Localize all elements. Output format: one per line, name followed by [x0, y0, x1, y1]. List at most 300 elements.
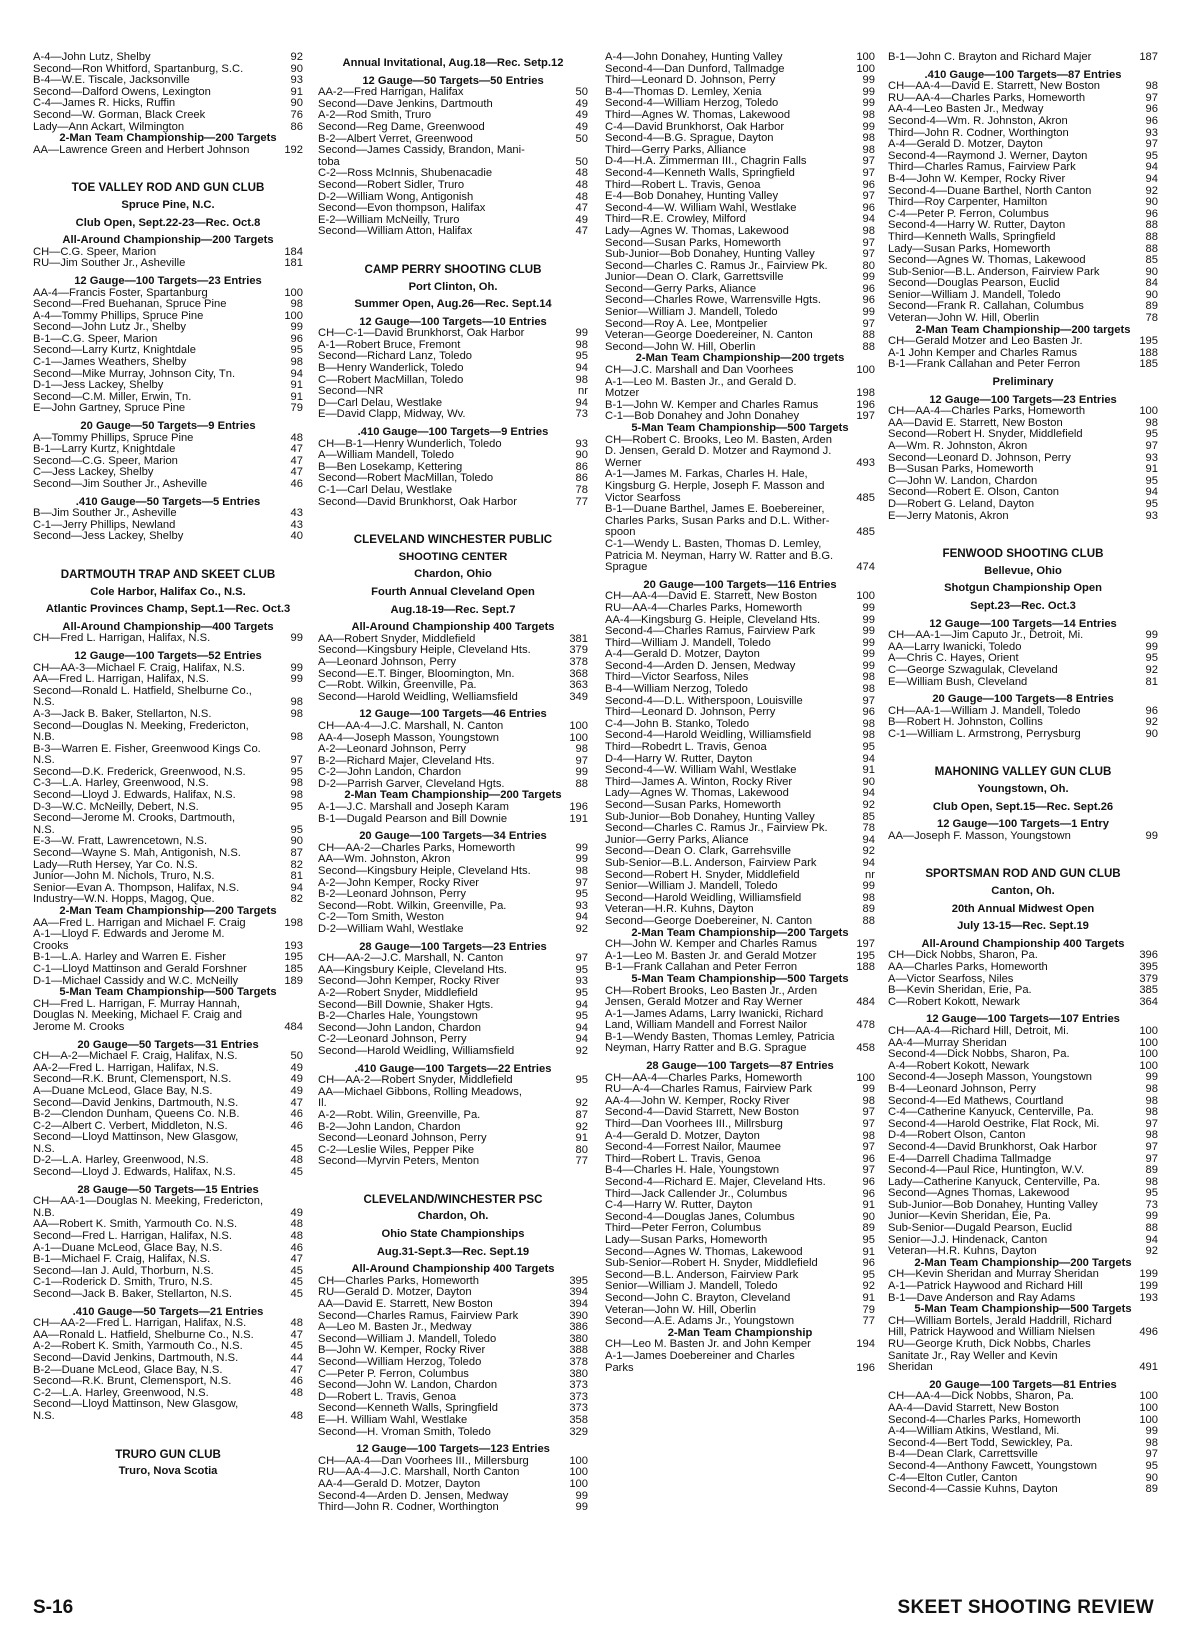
result-row [33, 1132, 303, 1144]
shooter-entry: Third—James A. Winton, Rocky River [605, 776, 793, 788]
shooter-entry: Second—Susan Parks, Homeworth [605, 800, 781, 811]
result-row [888, 950, 1158, 962]
score: 99 [862, 307, 875, 319]
shooter-entry: CH—AA-1—Jim Caputo Jr., Detroit, Mi. [888, 630, 1084, 642]
score: 329 [569, 1426, 588, 1438]
score: 86 [290, 121, 303, 133]
score: 47 [290, 467, 303, 479]
result-row [318, 1145, 588, 1157]
score: 98 [290, 357, 303, 369]
score: 47 [290, 1329, 303, 1341]
shooter-entry: A-4—William Atkins, Westland, Mi. [888, 1426, 1060, 1438]
shooter-entry: Second—Robert Sidler, Truro [318, 179, 465, 191]
result-row [888, 186, 1158, 198]
result-row [33, 258, 303, 270]
result-row [318, 386, 588, 398]
score: 96 [290, 333, 303, 345]
shooter-entry: Second—Agnes W. Thomas, Lakewood [888, 255, 1086, 267]
result-row [318, 409, 588, 421]
result-row [605, 904, 875, 916]
shooter-entry: Second—Robert H. Snyder, Middlefield [888, 429, 1083, 441]
score: 97 [290, 755, 303, 767]
score: 95 [1145, 1188, 1158, 1200]
shooter-entry: Junior—John M. Nichols, Truro, N.S. [33, 871, 215, 883]
result-row [33, 110, 303, 122]
shooter-entry: C-3—L.A. Harley, Greenwood, N.S. [33, 778, 209, 790]
score: 87 [575, 1109, 588, 1121]
score [299, 686, 303, 698]
shooter-entry: CH—AA-2—Fred L. Harrigan, Halifax, N.S. [33, 1318, 247, 1330]
score: 493 [856, 457, 875, 469]
score: 98 [862, 1130, 875, 1142]
shooter-entry: CH—Robert C. Brooks, Leo M. Basten, Arden [605, 434, 832, 446]
result-row [33, 1010, 303, 1022]
result-row [318, 99, 588, 111]
club-heading: TOE VALLEY ROD AND GUN CLUB [71, 181, 265, 195]
shooter-entry: Second—Ian J. Auld, Thorburn, N.S. [33, 1265, 214, 1277]
score: 185 [284, 963, 303, 975]
result-row [888, 313, 1158, 325]
shooter-entry: Second—Gerry Parks, Aliance [605, 283, 757, 295]
shooter-entry: Veteran—John W. Hill, Oberlin [888, 313, 1040, 325]
event-heading: 20 Gauge—100 Targets—81 Entries [929, 1378, 1117, 1391]
result-row [605, 1142, 875, 1154]
score: 89 [1145, 301, 1158, 313]
result-row [33, 479, 303, 491]
result-row [605, 684, 875, 696]
score: 99 [862, 121, 875, 133]
shooter-entry: Second—Robert MacMillan, Toledo [318, 473, 494, 485]
score: 199 [1139, 1269, 1158, 1281]
result-row [605, 939, 875, 951]
score: 96 [1145, 104, 1158, 116]
score: 484 [284, 1021, 303, 1033]
score: 91 [290, 380, 303, 392]
result-row [605, 1351, 875, 1363]
shooter-entry: CH—AA-4—David E. Starrett, New Boston [888, 81, 1101, 93]
shooter-entry: Third—Victor Searfoss, Niles [605, 672, 749, 684]
result-row [888, 1339, 1158, 1351]
shooter-entry: A-1 John Kemper and Charles Ramus [888, 347, 1078, 359]
result-row [605, 1212, 875, 1224]
result-row [888, 1461, 1158, 1473]
score: 98 [1145, 1437, 1158, 1449]
shooter-entry: D—Robert L. Travis, Genoa [318, 1391, 457, 1403]
shooter-entry: B—Susan Parks, Homeworth [888, 464, 1034, 476]
result-row [605, 539, 875, 551]
score: 92 [1145, 185, 1158, 197]
score: 98 [862, 133, 875, 145]
shooter-entry: C-1—Jerry Phillips, Newland [33, 519, 176, 531]
shooter-entry: A-2—Leonard Johnson, Perry [318, 744, 467, 756]
score: 46 [290, 1242, 303, 1254]
team-event-heading: 2-Man Team Championship—200 Targets [631, 926, 849, 939]
score: 89 [862, 1223, 875, 1235]
score: 94 [575, 999, 588, 1011]
shooter-entry: CH—AA-4—Charles Parks, Homeworth [888, 406, 1086, 418]
event-heading: July 13-15—Rec. Sept.19 [957, 920, 1089, 933]
result-row [318, 1415, 588, 1427]
shooter-entry: A—William Mandell, Toledo [318, 450, 454, 462]
result-row [33, 1063, 303, 1075]
result-row [318, 988, 588, 1000]
result-row [888, 116, 1158, 128]
score: 45 [290, 1289, 303, 1300]
shooter-entry: CH—Kevin Sheridan and Murray Sheridan [888, 1269, 1099, 1281]
shooter-entry: CH—Fred L. Harrigan, F. Murray Hannah, [33, 998, 241, 1010]
shooter-entry: RU—George Kruth, Dick Nobbs, Charles [888, 1339, 1091, 1350]
event-heading: 20 Gauge—50 Targets—31 Entries [77, 1038, 259, 1051]
score: 94 [1145, 1234, 1158, 1246]
shooter-entry: Sprague [605, 562, 648, 574]
result-row [318, 767, 588, 779]
score: 97 [1145, 441, 1158, 452]
result-row [33, 964, 303, 976]
result-row [318, 1479, 588, 1491]
shooter-entry: Motzer [605, 388, 640, 400]
result-row [605, 1154, 875, 1166]
result-row [605, 1363, 875, 1375]
score: 100 [569, 732, 588, 744]
score: 94 [290, 882, 303, 894]
score: 96 [1145, 208, 1158, 220]
score [1154, 1339, 1158, 1351]
shooter-entry: E—William Bush, Cleveland [888, 676, 1028, 688]
result-row [605, 858, 875, 870]
shooter-entry: Second—Fred L. Harrigan, Halifax, N.S. [33, 1231, 232, 1243]
result-row [318, 1311, 588, 1323]
result-row [888, 1362, 1158, 1374]
score: 385 [1139, 985, 1158, 997]
score: 77 [862, 1316, 875, 1328]
shooter-entry: B-1—Duane Barthel, James E. Boebereiner, [605, 504, 825, 516]
shooter-entry: Senior—William J. Mandell, Toledo [605, 307, 778, 319]
result-row [605, 1189, 875, 1201]
shooter-entry: C—Robt. Wilkin, Greenville, Pa. [318, 680, 477, 692]
score: 92 [862, 846, 875, 858]
result-row [605, 284, 875, 296]
shooter-entry: Second-4—Douglas Janes, Columbus [605, 1211, 795, 1223]
score: 98 [290, 299, 303, 311]
result-row [605, 1073, 875, 1085]
shooter-entry: RU—AA-4—Charles Parks, Homeworth [605, 602, 803, 614]
result-row [888, 831, 1158, 843]
shooter-entry: Second-4—Paul Rice, Huntington, W.V. [888, 1165, 1085, 1177]
result-row [318, 1156, 588, 1168]
shooter-entry: Sub-Senior—B.L. Anderson, Fairview Park [888, 266, 1100, 278]
event-heading: Fourth Annual Cleveland Open [371, 585, 535, 598]
result-row [318, 180, 588, 192]
shooter-entry: B-1—Dugald Pearson and Bill Downie [318, 813, 508, 825]
shooter-entry: D-4—Robert Olson, Canton [888, 1130, 1026, 1142]
result-row [605, 203, 875, 215]
shooter-entry: Second-4—William Herzog, Toledo [605, 98, 779, 110]
shooter-entry: Third—John R. Codner, Worthington [888, 127, 1069, 139]
shooter-entry: C-4—James R. Hicks, Ruffin [33, 98, 176, 110]
score [871, 516, 875, 528]
shooter-entry: CH—AA-4—Richard Hill, Detroit, Mi. [888, 1025, 1069, 1037]
shooter-entry: Third—Leonard D. Johnson, Perry [605, 707, 776, 719]
result-row [605, 615, 875, 627]
result-row [888, 1142, 1158, 1154]
event-heading: Atlantic Provinces Champ, Sept.1—Rec. Oct.3 [45, 603, 291, 616]
score [871, 469, 875, 481]
result-row [888, 653, 1158, 665]
shooter-entry: C-4—David Brunkhorst, Oak Harbor [605, 121, 785, 133]
shooter-entry: CH—AA-4—David E. Starrett, New Boston [605, 591, 818, 603]
score: 96 [1145, 705, 1158, 717]
score: 90 [862, 776, 875, 788]
result-row [888, 232, 1158, 244]
score: 47 [575, 226, 588, 238]
event-heading: Preliminary [992, 376, 1054, 389]
score: 78 [1145, 313, 1158, 325]
score: 99 [575, 767, 588, 779]
event-heading: Summer Open, Aug.26—Rec. Sept.14 [354, 298, 552, 311]
shooter-entry: N.S. [33, 1143, 55, 1155]
score [299, 929, 303, 941]
score [299, 1132, 303, 1144]
score: 97 [1145, 1153, 1158, 1165]
shooter-entry: B-4—Leonard Johnson, Perry [888, 1083, 1037, 1095]
event-heading: 12 Gauge—100 Targets—23 Entries [74, 274, 262, 287]
score: 98 [290, 697, 303, 709]
result-row [33, 686, 303, 698]
score: 95 [862, 742, 875, 754]
shooter-entry: Second—John Landon, Chardon [318, 1022, 481, 1034]
result-row [33, 1231, 303, 1243]
shooter-entry: Junior—Kevin Sheridan, Eie, Pa. [888, 1211, 1051, 1223]
result-row [888, 255, 1158, 267]
score: 99 [290, 322, 303, 334]
score: 100 [284, 310, 303, 322]
score: 97 [862, 1142, 875, 1154]
score: 380 [569, 1333, 588, 1345]
shooter-entry: E—David Clapp, Midway, Wv. [318, 409, 466, 421]
shooter-entry: A—Leo M. Basten Jr., Medway [318, 1322, 472, 1334]
score: 48 [575, 179, 588, 191]
score: 88 [1145, 220, 1158, 232]
score: 94 [575, 397, 588, 409]
shooter-entry: Second-4—David Brunkhorst, Oak Harbor [888, 1141, 1097, 1153]
score: 100 [1139, 1402, 1158, 1414]
shooter-entry: N.S. [33, 824, 55, 836]
shooter-entry: C-1—James Weathers, Shelby [33, 357, 187, 369]
result-row [605, 1032, 875, 1044]
score [871, 1009, 875, 1021]
result-row [605, 98, 875, 110]
shooter-entry: Second—Douglas Pearson, Euclid [888, 278, 1060, 290]
score: 364 [1139, 996, 1158, 1008]
result-row [888, 1223, 1158, 1235]
shooter-entry: Lady—Ann Ackart, Wilmington [33, 121, 185, 133]
result-row [605, 800, 875, 812]
result-row [33, 392, 303, 404]
result-row [888, 139, 1158, 151]
shooter-entry: Second—William J. Mandell, Toledo [318, 1333, 497, 1345]
result-row [605, 765, 875, 777]
score: 100 [569, 1478, 588, 1490]
shooter-entry: C-1—Wendy L. Basten, Thomas D. Lemley, [605, 538, 822, 550]
score: 94 [862, 753, 875, 765]
shooter-entry: C—John W. Landon, Chardon [888, 475, 1038, 487]
score: 77 [575, 496, 588, 508]
score: 47 [290, 444, 303, 456]
score: 99 [862, 626, 875, 638]
shooter-entry: E-3—W. Fratt, Lawrencetown, N.S. [33, 836, 208, 848]
score: 48 [290, 1231, 303, 1243]
result-row [318, 1491, 588, 1503]
event-heading: Cole Harbor, Halifax Co., N.S. [90, 585, 246, 598]
shooter-entry: Second—Bill Downie, Shaker Hgts. [318, 999, 494, 1011]
shooter-entry: N.S. [33, 755, 55, 767]
shooter-entry: C—Jess Lackey, Shelby [33, 467, 154, 479]
score: 92 [575, 1045, 588, 1057]
score: 388 [569, 1345, 588, 1357]
result-row [888, 1096, 1158, 1108]
shooter-entry: Second—Mike Murray, Johnson City, Tn. [33, 368, 236, 380]
result-row [605, 1009, 875, 1021]
result-row [318, 1000, 588, 1012]
shooter-entry: E—John Gartney, Spruce Pine [33, 403, 186, 415]
result-row [605, 1043, 875, 1055]
result-row [318, 1456, 588, 1468]
score: 98 [1145, 1107, 1158, 1119]
shooter-entry: Second—William Herzog, Toledo [318, 1357, 482, 1368]
score: 96 [862, 283, 875, 295]
shooter-entry: D-1—Michael Cassidy and W.C. McNeilly [33, 975, 239, 987]
result-row [33, 952, 303, 964]
score: 358 [569, 1414, 588, 1426]
result-row [318, 1087, 588, 1099]
shooter-entry: Second-4—Bert Todd, Sewickley, Pa. [888, 1437, 1073, 1449]
shooter-entry: Second—Jim Souther Jr., Asheville [33, 479, 208, 490]
shooter-entry: Second-4—Cassie Kuhns, Dayton [888, 1484, 1058, 1496]
result-row [605, 330, 875, 342]
result-row [33, 64, 303, 76]
score: 394 [569, 1287, 588, 1299]
shooter-entry: Second—Harold Weidling, Williamsfield [318, 1045, 515, 1057]
result-row [318, 1011, 588, 1023]
score: 46 [290, 1120, 303, 1132]
shooter-entry: A-4—Robert Kokott, Newark [888, 1060, 1030, 1072]
shooter-entry: A-4—Tommy Phillips, Spruce Pine [33, 310, 204, 322]
score: 48 [290, 1219, 303, 1231]
score: 48 [290, 432, 303, 444]
score: 43 [290, 508, 303, 520]
shooter-entry: B—Kevin Sheridan, Erie, Pa. [888, 985, 1032, 997]
result-row [605, 951, 875, 963]
score: 49 [290, 1074, 303, 1086]
result-row [33, 369, 303, 381]
result-row [318, 1098, 588, 1110]
shooter-entry: C-1—William L. Armstrong, Perrysburg [888, 728, 1081, 740]
result-row [888, 476, 1158, 488]
shooter-entry: Sub-Junior—Bob Donahey, Hunting Valley [605, 249, 815, 261]
shooter-entry: C-4—John B. Stanko, Toledo [605, 718, 750, 730]
result-row [888, 93, 1158, 105]
shooter-entry: B-2—Albert Verret, Greenwood [318, 133, 473, 145]
shooter-entry: Sheridan [888, 1362, 933, 1374]
result-row [605, 377, 875, 389]
result-row [605, 754, 875, 766]
result-row [605, 707, 875, 719]
score: 99 [1145, 1211, 1158, 1223]
score: 95 [1145, 498, 1158, 510]
score: 47 [290, 1364, 303, 1376]
result-row [318, 1380, 588, 1392]
result-row [888, 162, 1158, 174]
shooter-entry: Third—Robert L. Travis, Genoa [605, 179, 761, 191]
score: 97 [862, 1107, 875, 1119]
result-row [318, 744, 588, 756]
team-event-heading: 2-Man Team Championship—200 Targets [59, 905, 277, 917]
score: 96 [862, 1258, 875, 1270]
event-heading: Shotgun Championship Open [944, 582, 1102, 595]
shooter-entry: N.B. [33, 732, 55, 744]
score: 48 [290, 1318, 303, 1330]
score: 45 [290, 1265, 303, 1277]
result-row [605, 319, 875, 331]
score [871, 986, 875, 998]
score: 91 [862, 1200, 875, 1212]
score: 73 [575, 409, 588, 421]
score [871, 481, 875, 493]
score: 94 [290, 368, 303, 380]
score: 89 [1145, 1484, 1158, 1496]
shooter-entry: Second—Reg Dame, Greenwood [318, 121, 485, 133]
shooter-entry: AA—David E. Starrett, New Boston [888, 417, 1063, 429]
shooter-entry: Veteran—H.R. Kuhns, Dayton [888, 1246, 1037, 1258]
score: 99 [1145, 1426, 1158, 1438]
result-row [318, 1110, 588, 1122]
score: 496 [1139, 1327, 1158, 1339]
score: 196 [569, 802, 588, 814]
shooter-entry: Third—Gerry Parks, Alliance [605, 144, 747, 156]
score [584, 1087, 588, 1099]
result-row [33, 1086, 303, 1098]
score: 95 [575, 964, 588, 976]
score: 94 [862, 788, 875, 800]
score: 97 [1145, 92, 1158, 104]
score: 100 [1139, 1049, 1158, 1061]
score: 45 [290, 1143, 303, 1155]
score: 100 [569, 720, 588, 732]
result-row [605, 916, 875, 928]
shooter-entry: Second—Jerome M. Crooks, Dartmouth, [33, 813, 236, 825]
score: 98 [862, 1095, 875, 1107]
result-row [605, 1177, 875, 1189]
result-row [888, 1061, 1158, 1073]
score: 91 [575, 1133, 588, 1145]
score: 99 [862, 272, 875, 284]
shooter-entry: CH—AA-2—J.C. Marshall, N. Canton [318, 953, 504, 965]
result-row [605, 365, 875, 377]
score: 86 [575, 461, 588, 473]
score: 196 [856, 1362, 875, 1374]
score: 99 [1145, 630, 1158, 642]
result-row [888, 278, 1158, 290]
shooter-entry: A-1—Patrick Haywood and Richard Hill [888, 1281, 1083, 1293]
event-heading: SHOOTING CENTER [398, 550, 508, 563]
shooter-entry: B-4—Charles H. Hale, Youngstown [605, 1165, 780, 1177]
event-heading: 12 Gauge—100 Targets—107 Entries [926, 1013, 1120, 1026]
score: 98 [862, 144, 875, 156]
result-row [605, 1235, 875, 1247]
score: 195 [284, 952, 303, 964]
result-row [318, 450, 588, 462]
result-row [318, 485, 588, 497]
